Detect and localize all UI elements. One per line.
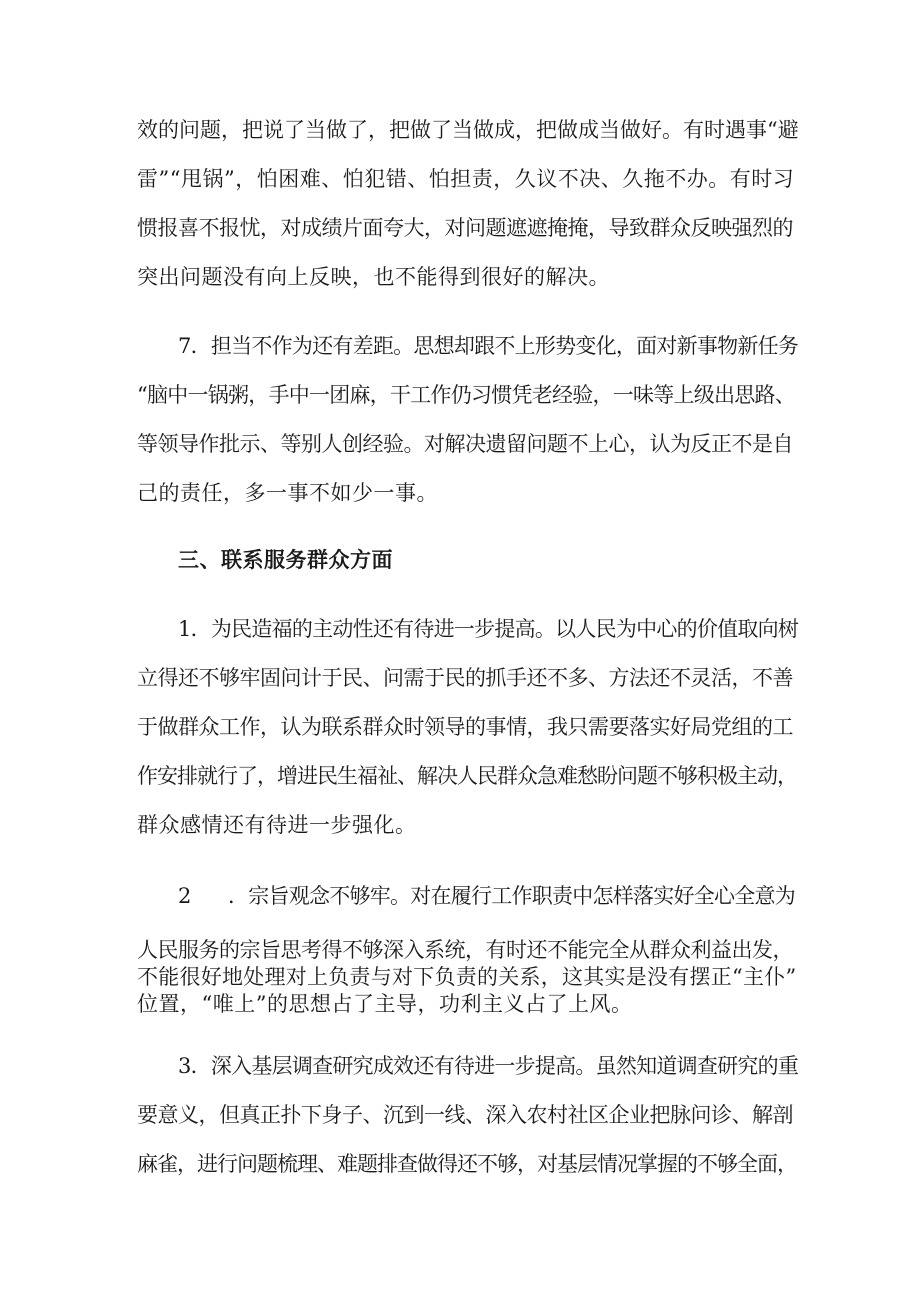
paragraph-line: 效的问题，把说了当做了，把做了当做成，把做成当做好。有时遇事“避: [137, 118, 799, 142]
section-heading: 三、联系服务群众方面: [178, 547, 393, 572]
paragraph-line: 人民服务的宗旨思考得不够深入系统，有时还不能完全从群众利益出发，: [137, 938, 793, 962]
paragraph-line: 等领导作批示、等别人创经验。对解决遗留问题不上心，认为反正不是自: [137, 432, 793, 456]
paragraph-line: ．宗旨观念不够牢。对在履行工作职责中怎样落实好全心全意为: [228, 884, 795, 908]
paragraph-line: 不能很好地处理对上负责与对下负责的关系，这其实是没有摆正“主仆”: [137, 965, 797, 989]
paragraph-line: 于做群众工作，认为联系群众时领导的事情，我只需要落实好局党组的工: [137, 715, 793, 739]
paragraph-line: 群众感情还有待进一步强化。: [137, 813, 417, 837]
paragraph-line: 己的责任，多一事不如少一事。: [137, 481, 438, 505]
paragraph-line: 要意义，但真正扑下身子、沉到一线、深入农村社区企业把脉问诊、解剖: [137, 1103, 793, 1127]
paragraph-line: 位置，“唯上”的思想占了主导，功利主义占了上风。: [137, 992, 633, 1016]
paragraph-line: 立得还不够牢固问计于民、问需于民的抓手还不多、方法还不灵活，不善: [137, 666, 793, 690]
paragraph-line: 作安排就行了，增进民生福祉、解决人民群众急难愁盼问题不够积极主动，: [137, 764, 797, 788]
paragraph-line: 突出问题没有向上反映，也不能得到很好的解决。: [137, 265, 610, 289]
paragraph-line: 麻雀，进行问题梳理、难题排查做得还不够，对基层情况掌握的不够全面，: [137, 1152, 797, 1176]
paragraph-line: 雷”“甩锅”，怕困难、怕犯错、怕担责，久议不决、久拖不办。有时习: [137, 167, 795, 191]
paragraph-line: 7．担当不作为还有差距。思想却跟不上形势变化，面对新事物新任务: [178, 334, 799, 358]
paragraph-line: 3．深入基层调查研究成效还有待进一步提高。虽然知道调查研究的重: [178, 1054, 799, 1078]
paragraph-line: 惯报喜不报忧，对成绩片面夸大，对问题遮遮掩掩，导致群众反映强烈的: [137, 216, 793, 240]
paragraph-line: 1．为民造福的主动性还有待进一步提高。以人民为中心的价值取向树: [178, 617, 799, 641]
list-number: 2: [178, 884, 192, 908]
paragraph-line: “脑中一锅粥，手中一团麻，干工作仍习惯凭老经验，一味等上级出思路、: [137, 383, 795, 407]
